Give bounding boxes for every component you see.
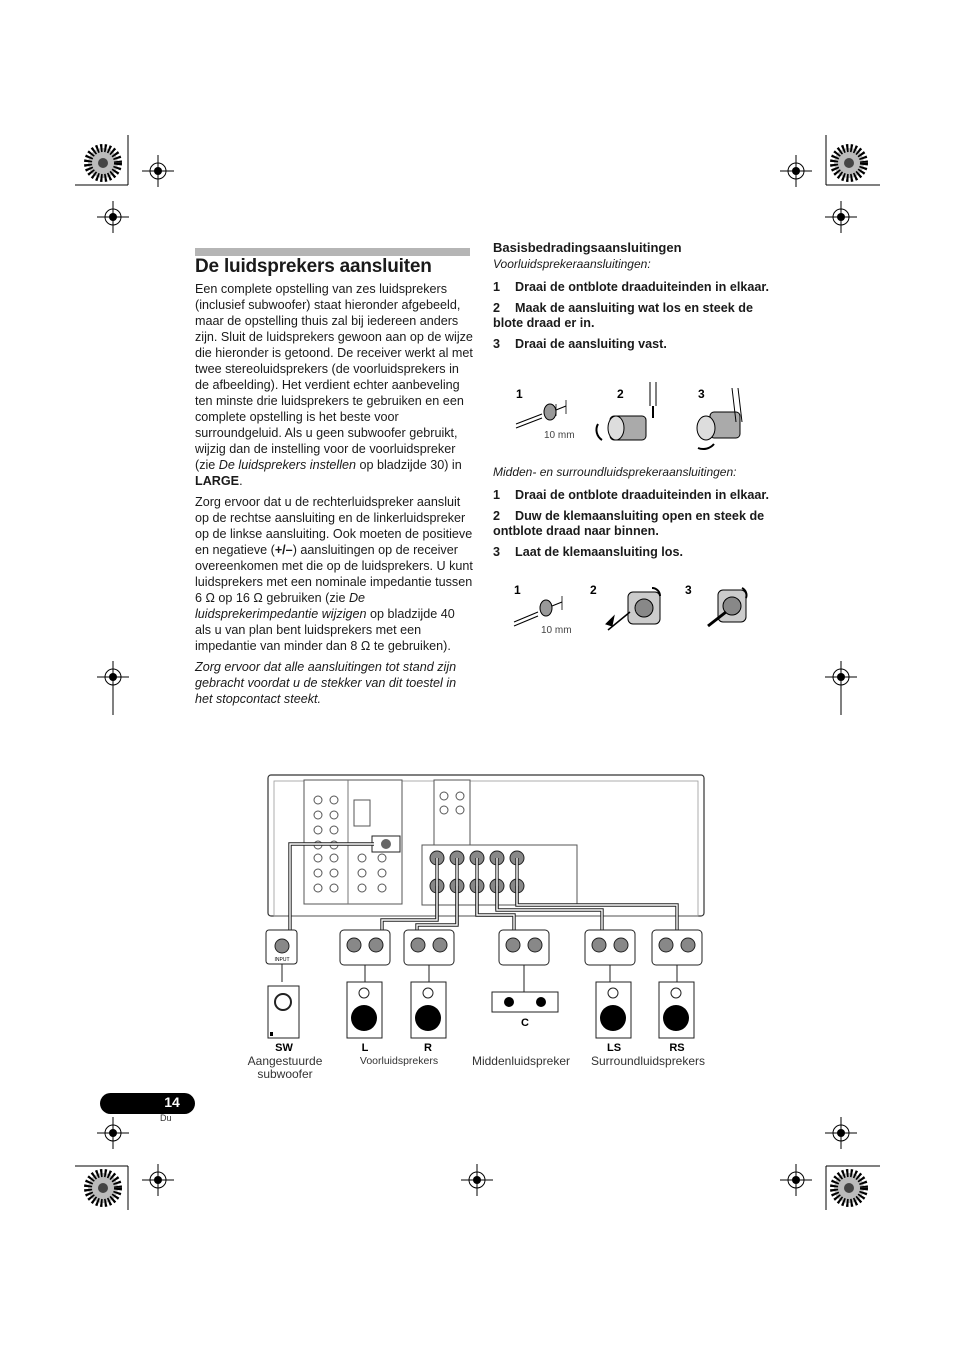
mid-step-2: 2 Duw de klemaansluiting open en steek de ontblote draad naar binnen. [493, 509, 765, 538]
speaker-c [492, 992, 558, 1012]
subwoofer [268, 986, 299, 1038]
page-title: De luidsprekers aansluiten [195, 256, 432, 277]
polarity-paragraph: Zorg ervoor dat u de rechterluidspreker aansluit op de rechtse aansluiting en de linkerluidspreker op de linkse aansluiting. Ook moeten de positieve en negatieve (+/–) aansluitingen op de receiver overeenkomen met die op de luidsprekers. U kunt luidsprekers met een nominale impedantie tussen 6 Ω op 16 Ω gebruiken (zie De luidsprekerimpedantie wijzigen op bladzijde 40 als u van plan bent luidsprekers met een impedantie van minder dan 8 Ω te gebruiken). [195, 495, 473, 653]
fig-num-2: 2 [617, 387, 624, 401]
fig-num-2b: 2 [590, 583, 597, 597]
speaker-ls [596, 982, 631, 1038]
twisted-wire-icon-b [514, 596, 562, 626]
surround-caption: Surroundluidsprekers [590, 1054, 706, 1068]
measure-label-b: 10 mm [541, 625, 572, 636]
sw-input-panel [266, 930, 297, 964]
mid-section [493, 463, 773, 566]
code-c: C [521, 1017, 529, 1029]
speaker-captions [248, 1054, 705, 1081]
code-r: R [424, 1042, 432, 1054]
twisted-wire-icon [516, 400, 566, 428]
page-number: 14 [164, 1094, 180, 1110]
speaker-r [411, 982, 446, 1038]
connection-diagram [247, 770, 712, 1090]
sw-input-label: INPUT [274, 957, 290, 963]
front-terminal-figure [510, 382, 770, 454]
registration-mark-top-right [780, 135, 880, 233]
section-bar [195, 248, 470, 256]
intro-paragraph: Een complete opstelling van zes luidsprekers (inclusief subwoofer) staat hieronder afgebeeld, maar de opstelling thuis zal bij iedereen anders zijn. Sluit de luidsprekers gewoon aan op de wijze die hieronder is getoond. De receiver werkt al met twee stereoluidsprekers (de voorluidsprekers in de afbeelding). Het verdient echter aanbeveling ten minste drie luidsprekers te gebruiken en een complete opstelling is het beste voor surroundgeluid. Als u geen subwoofer gebruikt, wijzig dan de instelling voor de voorluidspreker (zie De luidsprekers instellen op bladzijde 30) in LARGE. [195, 282, 473, 488]
registration-mark-top-left [75, 135, 174, 233]
release-clamp-icon [708, 588, 747, 626]
front-step-2: 2 Maak de aansluiting wat los en steek de blote draad er in. [493, 301, 753, 330]
mid-step-1: 1 Draai de ontblote draaduiteinden in elkaar. [493, 488, 770, 502]
front-step-3: 3 Draai de aansluiting vast. [493, 337, 667, 351]
speaker-l [347, 982, 382, 1038]
sw-caption-1: Aangestuurde [247, 1054, 323, 1068]
registration-mark-bottom-left [75, 1117, 174, 1210]
front-subheading: Voorluidsprekeraansluitingen: [493, 257, 651, 271]
code-rs: RS [669, 1042, 685, 1054]
registration-mark-bottom-right [780, 1117, 880, 1210]
push-clamp-icon [606, 588, 660, 630]
speaker-rs [659, 982, 694, 1038]
loosen-terminal-icon [596, 382, 656, 440]
mid-step-3: 3 Laat de klemaansluiting los. [493, 545, 683, 559]
clamp-terminal-figure [510, 580, 770, 642]
fig-num-3b: 3 [685, 583, 692, 597]
fig-num-1: 1 [516, 387, 523, 401]
left-column [195, 281, 473, 712]
sw-caption-2: subwoofer [257, 1067, 313, 1081]
front-caption: Voorluidsprekers [359, 1055, 439, 1067]
right-column [493, 240, 773, 358]
measure-label: 10 mm [544, 430, 575, 441]
code-l: L [361, 1042, 369, 1054]
fig-num-3: 3 [698, 387, 705, 401]
fig-num-1b: 1 [514, 583, 521, 597]
mid-subheading: Midden- en surroundluidsprekeraansluitingen: [493, 465, 737, 479]
page-language: Du [160, 1113, 172, 1123]
code-ls: LS [606, 1042, 622, 1054]
terminal-panels [340, 930, 702, 965]
registration-mark-bottom-center [461, 1164, 493, 1196]
code-sw: SW [275, 1042, 293, 1054]
warning-paragraph: Zorg ervoor dat alle aansluitingen tot stand zijn gebracht voordat u de stekker van dit toestel in het stopcontact steekt. [195, 660, 457, 706]
center-caption: Middenluidspreker [471, 1054, 571, 1068]
section-heading: Basisbedradingsaansluitingen [493, 240, 682, 255]
front-step-1: 1 Draai de ontblote draaduiteinden in elkaar. [493, 280, 770, 294]
